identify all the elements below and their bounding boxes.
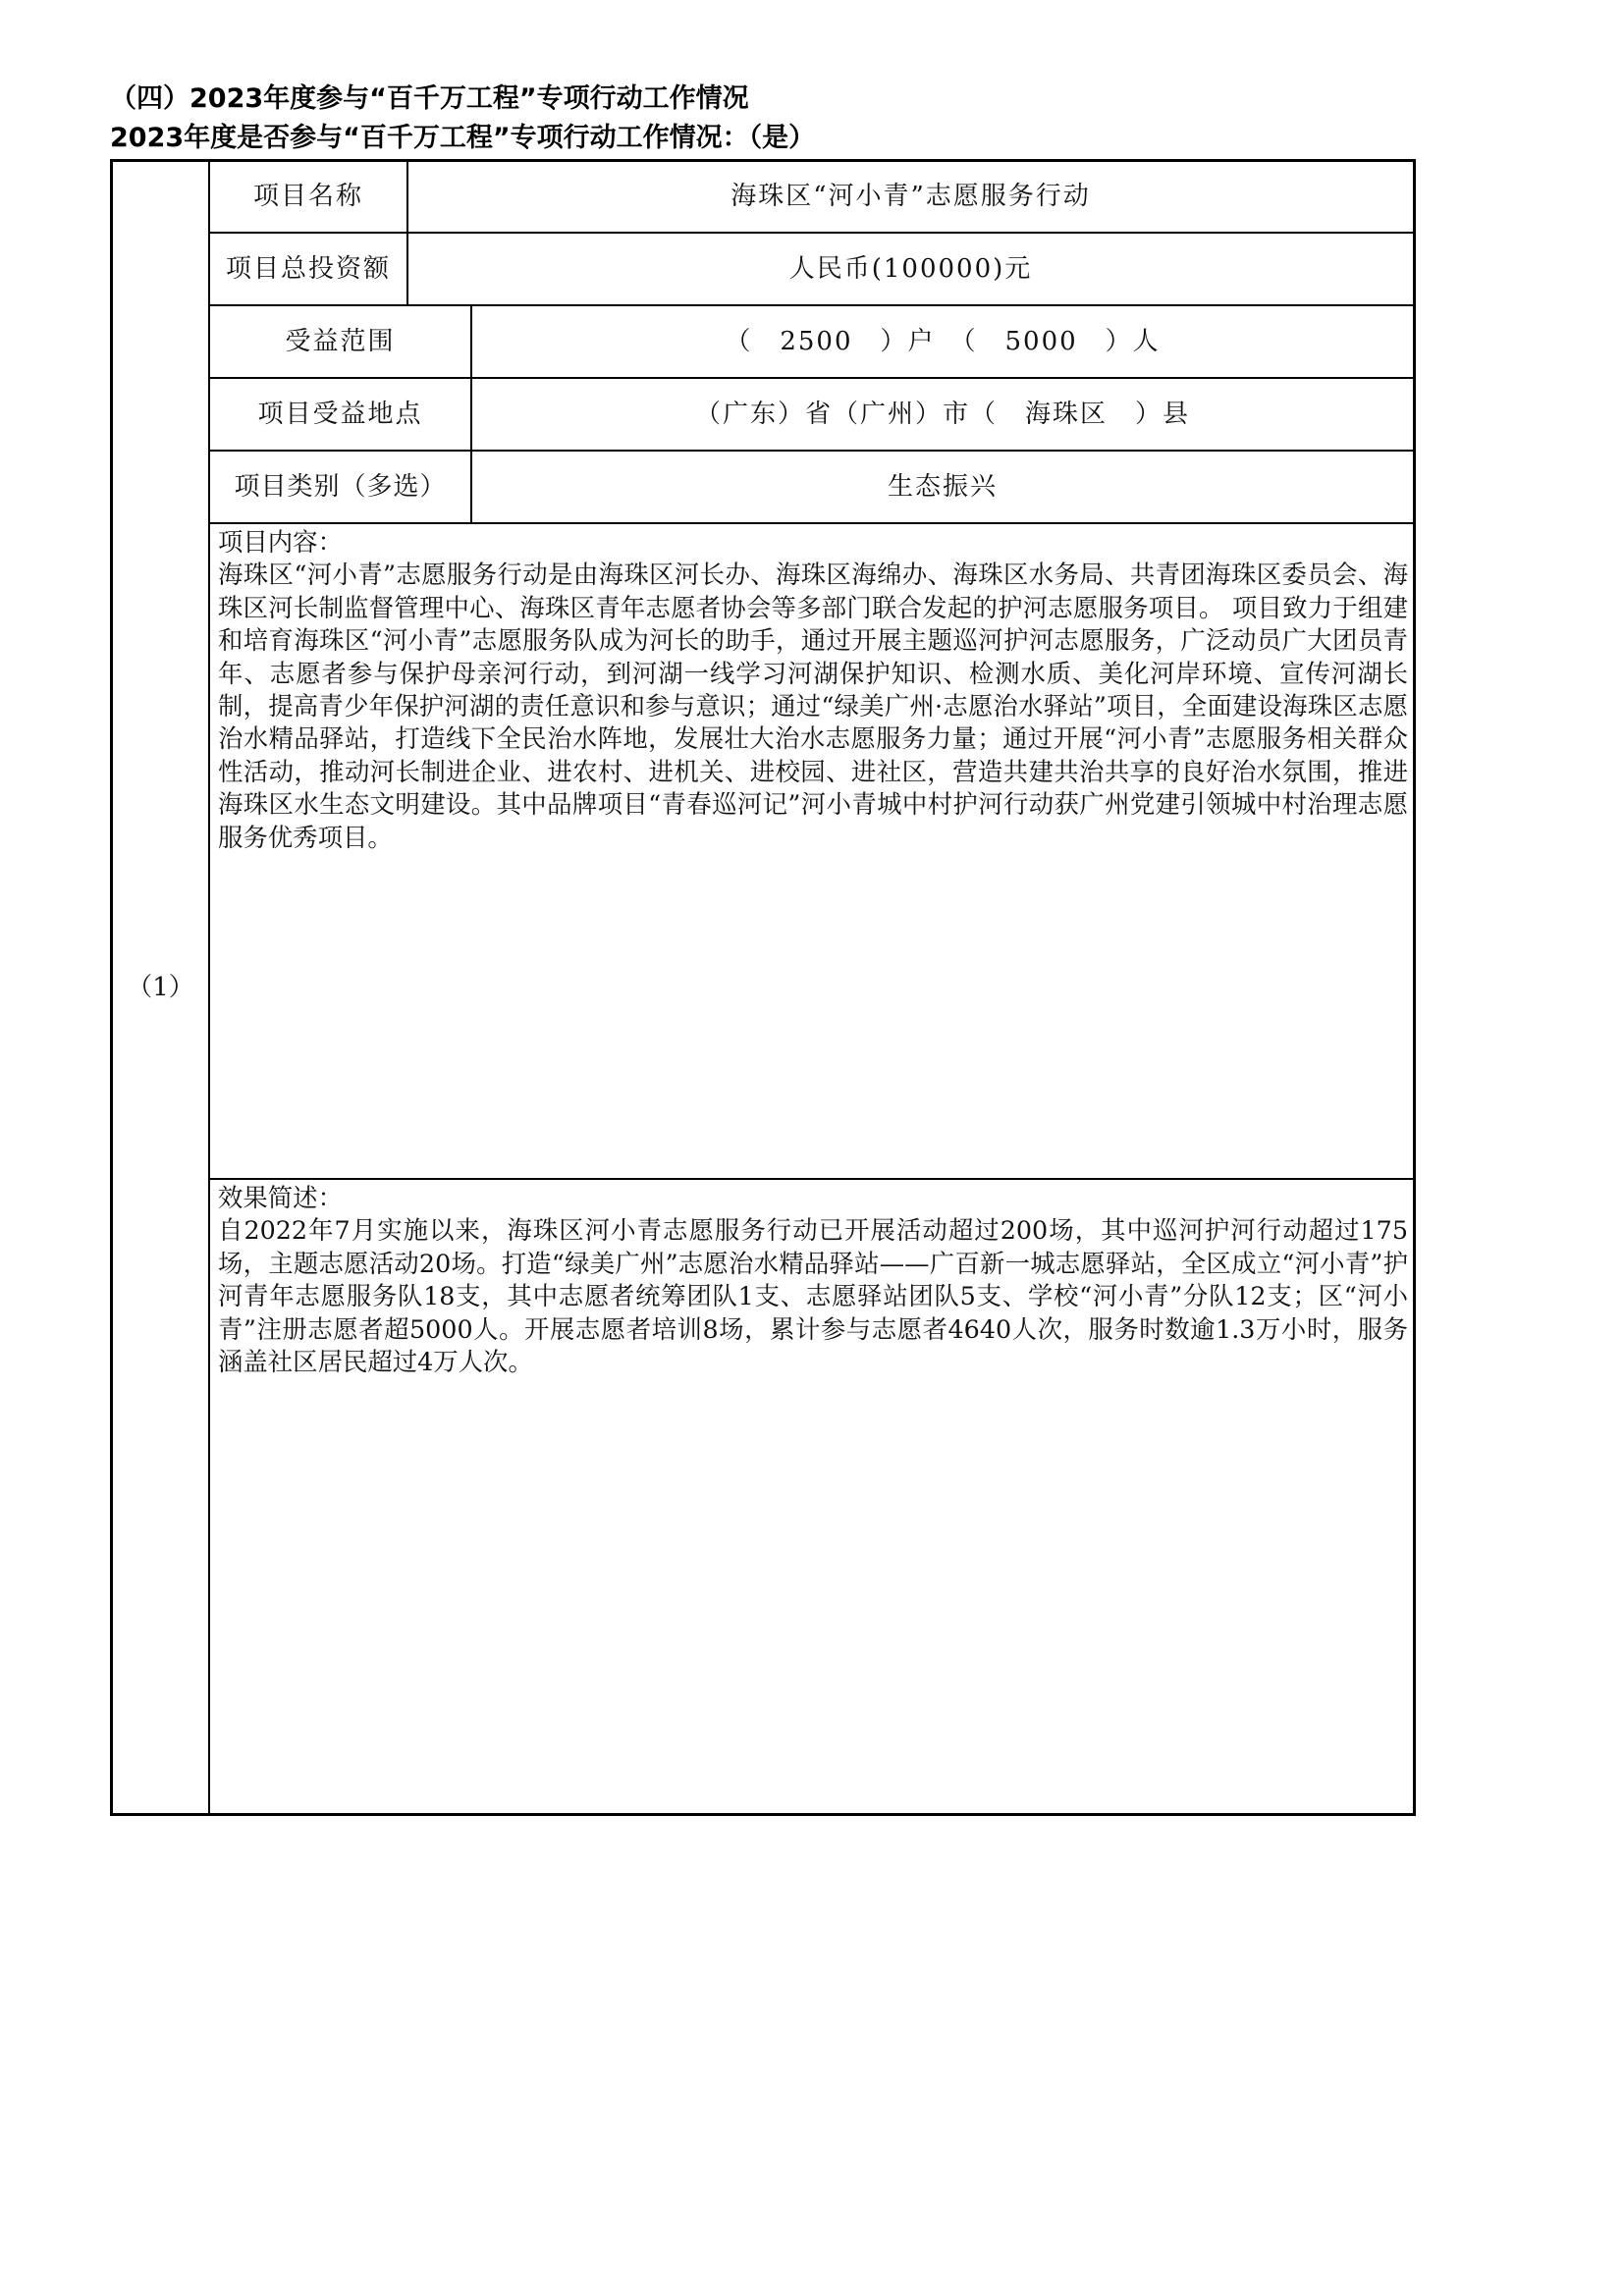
- effect-text: 自2022年7月实施以来，海珠区河小青志愿服务行动已开展活动超过200场，其中巡河护河行动超过175场，主题志愿活动20场。打造“绿美广州”志愿治水精品驿站——广百新一城志愿驿站，全区成立“河小青”护河青年志愿服务队18支，其中志愿者统筹团队1支、志愿驿站团队5支、学校“河小青”分队12支；区“河小青”注册志愿者超5000人。开展志愿者培训8场，累计参与志愿者4640人次，服务时数逾1.3万小时，服务涵盖社区居民超过4万人次。: [218, 1215, 1408, 1377]
- investment-value: 人民币(100000)元: [788, 254, 1033, 284]
- location-label: 项目受益地点: [257, 400, 423, 429]
- beneficiary-value: （ 2500 ）户 （ 5000 ）人: [725, 327, 1161, 356]
- investment-label: 项目总投资额: [225, 254, 391, 284]
- content-text: 海珠区“河小青”志愿服务行动是由海珠区河长办、海珠区海绵办、海珠区水务局、共青团海珠区委员会、海珠区河长制监督管理中心、海珠区青年志愿者协会等多部门联合发起的护河志愿服务项目。 项目致力于组建和培育海珠区“河小青”志愿服务队成为河长的助手，通过开展主题巡河护河志愿服务，广泛动员广大团员青年、志愿者参与保护母亲河行动，到河湖一线学习河湖保护知识、检测水质、美化河岸环境、宣传河湖长制，提高青少年保护河湖的责任意识和参与意识；通过“绿美广州·志愿治水驿站”项目，全面建设海珠区志愿治水精品驿站，打造线下全民治水阵地，发展壮大治水志愿服务力量；通过开展“河小青”志愿服务相关群众性活动，推动河长制进企业、进农村、进机关、进校园、进社区，营造共建共治共享的良好治水氛围，推进海珠区水生态文明建设。其中品牌项目“青春巡河记”河小青城中村护河行动获广州党建引领城中村治理志愿服务优秀项目。: [218, 560, 1408, 852]
- content-title: 项目内容：: [218, 527, 343, 557]
- effect-title: 效果简述：: [218, 1183, 343, 1212]
- project-name-label: 项目名称: [252, 182, 363, 211]
- location-value: （广东）省（广州）市（ 海珠区 ）县: [694, 400, 1190, 429]
- beneficiary-label: 受益范围: [285, 327, 396, 356]
- effect-block: [218, 1182, 1408, 1378]
- participation-question: 2023年度是否参与“百千万工程”专项行动工作情况：（是）: [110, 123, 816, 153]
- section-title: （四）2023年度参与“百千万工程”专项行动工作情况: [110, 83, 749, 114]
- grid-line: [208, 522, 1416, 524]
- content-block: [218, 526, 1408, 854]
- grid-line: [208, 1178, 1416, 1180]
- project-name-value: 海珠区“河小青”志愿服务行动: [730, 182, 1091, 211]
- category-value: 生态振兴: [887, 472, 998, 502]
- category-label: 项目类别（多选）: [234, 472, 447, 502]
- row-index: （1）: [127, 973, 194, 1002]
